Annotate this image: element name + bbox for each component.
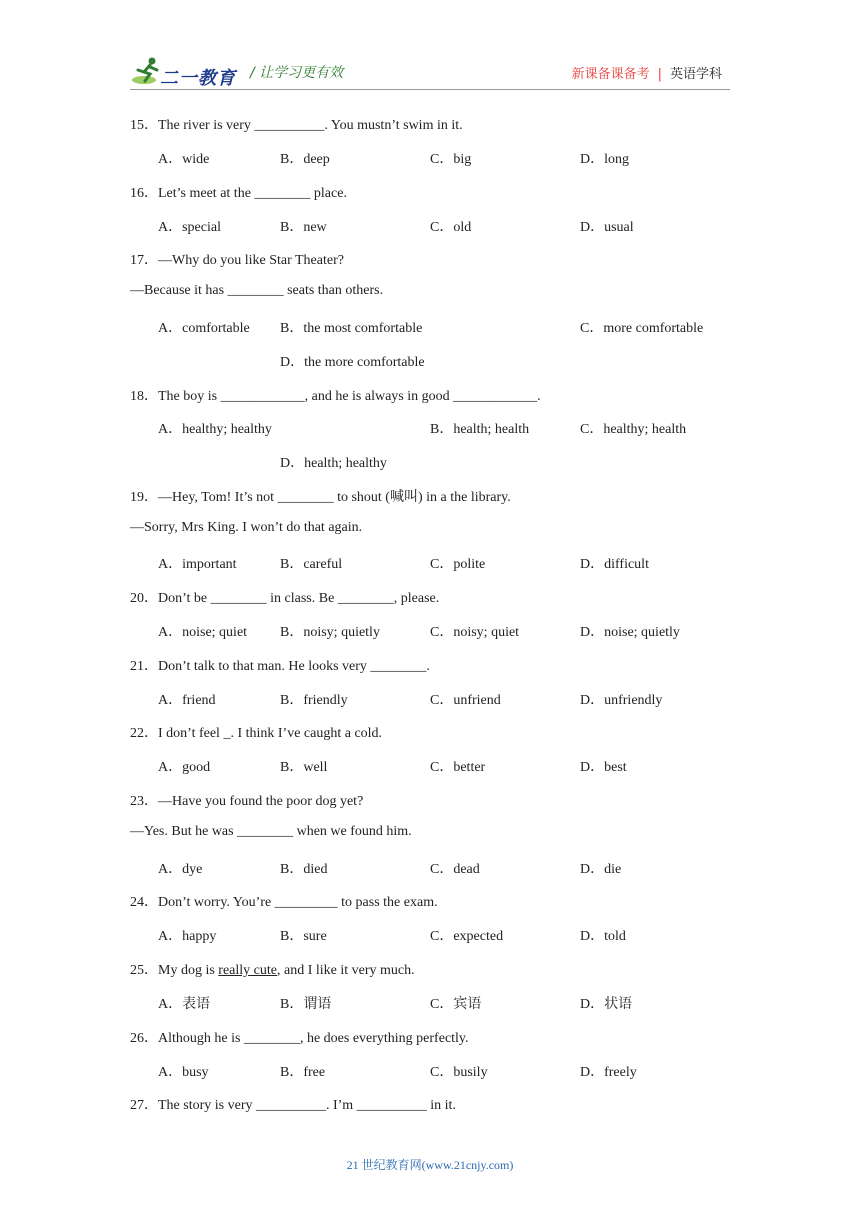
option-a[interactable]: A．important	[158, 557, 237, 572]
header-separator: |	[657, 67, 662, 82]
option-d[interactable]: D．best	[580, 760, 627, 775]
option-b[interactable]: B．new	[280, 220, 327, 235]
option-b[interactable]: B．health; health	[430, 422, 530, 437]
option-d[interactable]: D．the more comfortable	[280, 355, 425, 370]
question-21: 21．Don’t talk to that man. He looks very ________.	[130, 659, 430, 674]
question-16: 16．Let’s meet at the ________ place.	[130, 186, 347, 201]
question-17: 17．—Why do you like Star Theater?	[130, 253, 344, 268]
option-c[interactable]: C．better	[430, 760, 486, 775]
option-d[interactable]: D．die	[580, 862, 622, 877]
option-d[interactable]: D．told	[580, 929, 626, 944]
option-b[interactable]: B．well	[280, 760, 328, 775]
option-c[interactable]: C．dead	[430, 862, 480, 877]
option-c[interactable]: C．healthy; health	[580, 422, 687, 437]
underlined-phrase: really cute	[218, 963, 277, 978]
question-22: 22．I don’t feel _. I think I’ve caught a cold.	[130, 726, 383, 741]
header-right	[572, 63, 722, 82]
option-d[interactable]: D．freely	[580, 1065, 637, 1080]
question-25-post: , and I like it very much.	[276, 963, 415, 978]
option-a[interactable]: A．good	[158, 760, 211, 775]
logo-text: 二一教育	[160, 68, 236, 89]
option-b[interactable]: B．deep	[280, 152, 330, 167]
question-15: 15．The river is very __________. You mustn’t swim in it.	[130, 118, 463, 133]
option-d[interactable]: D．long	[580, 152, 629, 167]
question-25	[130, 959, 415, 979]
option-c[interactable]: C．old	[430, 220, 472, 235]
question-27: 27．The story is very __________. I’m __________ in it.	[130, 1098, 456, 1113]
question-17-line2: —Because it has ________ seats than others.	[130, 283, 384, 298]
option-d[interactable]: D．unfriendly	[580, 693, 663, 708]
option-a[interactable]: A．dye	[158, 862, 203, 877]
footer-link[interactable]: 21 世纪教育网(www.21cnjy.com)	[346, 1158, 514, 1172]
option-b[interactable]: B．the most comfortable	[280, 321, 423, 336]
question-25-pre: 25．My dog is	[130, 963, 219, 978]
question-23: 23．—Have you found the poor dog yet?	[130, 794, 364, 809]
option-b[interactable]: B．friendly	[280, 693, 348, 708]
question-24: 24．Don’t worry. You’re _________ to pass the exam.	[130, 895, 438, 910]
option-a[interactable]: A．busy	[158, 1065, 209, 1080]
option-b[interactable]: B．died	[280, 862, 328, 877]
option-a[interactable]: A．special	[158, 220, 221, 235]
option-d[interactable]: D．noise; quietly	[580, 625, 680, 640]
option-c[interactable]: C．noisy; quiet	[430, 625, 520, 640]
slogan: / 让学习更有效	[250, 65, 344, 81]
course-label: 新课备课备考	[571, 67, 650, 82]
question-19-line2: —Sorry, Mrs King. I won’t do that again.	[130, 520, 363, 535]
header-divider	[130, 89, 730, 90]
option-a[interactable]: A．comfortable	[158, 321, 250, 336]
option-b[interactable]: B．sure	[280, 929, 327, 944]
question-20: 20．Don’t be ________ in class. Be ________, please.	[130, 591, 440, 606]
question-19: 19．—Hey, Tom! It’s not ________ to shout (喊叫) in a the library.	[130, 490, 511, 505]
option-b[interactable]: B．noisy; quietly	[280, 625, 380, 640]
page-header	[130, 54, 730, 94]
option-c[interactable]: C．more comfortable	[580, 321, 704, 336]
option-b[interactable]: B．free	[280, 1065, 326, 1080]
option-a[interactable]: A．表语	[158, 997, 211, 1012]
option-c[interactable]: C．busily	[430, 1065, 488, 1080]
option-d[interactable]: D．difficult	[580, 557, 649, 572]
option-a[interactable]: A．friend	[158, 693, 216, 708]
question-23-line2: —Yes. But he was ________ when we found him.	[130, 824, 412, 839]
question-26: 26．Although he is ________, he does everything perfectly.	[130, 1031, 469, 1046]
option-a[interactable]: A．noise; quiet	[158, 625, 248, 640]
option-b[interactable]: B．careful	[280, 557, 343, 572]
option-d[interactable]: D．usual	[580, 220, 634, 235]
option-c[interactable]: C．polite	[430, 557, 486, 572]
option-a[interactable]: A．healthy; healthy	[158, 422, 272, 437]
question-18: 18．The boy is ____________, and he is always in good ____________.	[130, 389, 541, 404]
option-c[interactable]: C．expected	[430, 929, 504, 944]
option-c[interactable]: C．宾语	[430, 997, 482, 1012]
option-c[interactable]: C．big	[430, 152, 472, 167]
option-d[interactable]: D．状语	[580, 997, 633, 1012]
subject-label: 英语学科	[669, 67, 722, 82]
option-c[interactable]: C．unfriend	[430, 693, 501, 708]
option-d[interactable]: D．health; healthy	[280, 456, 387, 471]
option-a[interactable]: A．happy	[158, 929, 217, 944]
option-a[interactable]: A．wide	[158, 152, 210, 167]
option-b[interactable]: B．谓语	[280, 997, 332, 1012]
